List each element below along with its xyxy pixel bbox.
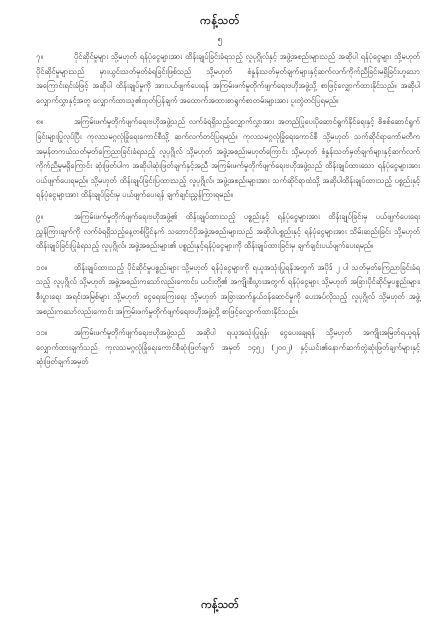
page-number: ၅ <box>217 35 223 45</box>
paragraph-7 <box>36 50 420 108</box>
paragraph-10 <box>36 261 420 319</box>
paragraph-number: ၇။ <box>36 52 43 61</box>
paragraph-text: ထိန်းချုပ်ထားသည့် ပိုင်ဆိုင်မှုပစ္စည်းများ သို့မဟုတ် ရန်ပုံငွေများကို ရယူအသုံးပြုရန်အတွက် အပိုဒ် ၂ ပါ သတ်မှတ်ကြေညာခြင်းခံရသည့် လူပုဂ္ဂိုလ် သို့မဟုတ် အဖွဲ့အစည်းကသော်လည်းကောင်း၊ ယင်းတို့၏ အကျိုးစီးပွားအတွက် ရန်ပုံငွေများ သို့မဟုတ် အခြားပိုင်ဆိုင်မှုပစ္စည်းများ၊ စီးပွားရေး အရင်းအမြစ်များ သို့မဟုတ် ငွေရေးကြေးရေး သို့မဟုတ် အခြားဆက်နွယ်ဝန်ဆောင်မှုကို ပေးအပ်လိုသည့် လူပုဂ္ဂိုလ် သို့မဟုတ် အဖွဲ့အစည်းကသော်လည်းကောင်း အကြမ်းဖက်မှုတိုက်ဖျက်ရေးဗဟိုအဖွဲ့သို့ စာဖြင့်လျှောက်ထားနိုင်သည်။ <box>36 262 420 316</box>
paragraph-number: ၉။ <box>36 211 43 221</box>
classification-header: ကန့်သတ် <box>200 14 240 27</box>
paragraph-number: ၈။ <box>36 117 43 127</box>
paragraph-8 <box>36 115 420 203</box>
paragraph-number: ၁၁။ <box>36 328 48 338</box>
paragraph-text: အကြမ်းဖက်မှုတိုက်ဖျက်ရေးဗဟိုအဖွဲ့သည် အဆိုပါ ရယူအသုံးပြုရန်၊ ငွေပေးချေရန် သို့မဟုတ် အကျိုးအမြတ်ရယူရန် လျှောက်ထားချက်သည် ကုလသမဂ္ဂလုံခြုံရေးကောင်စီဆုံးဖြတ်ချက် အမှတ် ၁၄၅၂ (၂၀၀၂) နှင့်ယင်း၏နောက်ဆက်တွဲဆုံးဖြတ်ချက်များနှင့် ဆုံးဖြတ်ချက်အမှတ် <box>36 328 420 367</box>
paragraph-11 <box>36 326 420 370</box>
paragraph-text: ပိုင်ဆိုင်မှုများ သို့မဟုတ် ရန်ပုံငွေများအား ထိန်းချုပ်ခြင်းခံရသည့် လူပုဂ္ဂိုလ်နှင့် အဖွဲ့အစည်းများသည် အဆိုပါ ရန်ပုံငွေများ သို့မဟုတ် ပိုင်ဆိုင်မှုများသည် မှားယွင်းသတ်မှတ်ခံရခြင်းဖြစ်သည် သို့မဟုတ် စံနှုန်းသတ်မှတ်ချက်များနှင့်ဆက်လက်ကိုက်ညီခြင်းမရှိခြင်းဟူသော အကြောင်းရင်းခံဖြင့် အဆိုပါ ထိန်းချုပ်မှုကို အားပယ်ဖျက်ပေးရန် အကြမ်းဖက်မှုတိုက်ဖျက်ရေးဗဟိုအဖွဲ့သို့ စာဖြင့်လျှောက်ထားနိုင်သည်။ အဆိုပါ လျှောက်လွှာနှင့်အတူ လျှောက်ထားသူ၏ထုတ်ပြန်ချက် အထောက်အထားစာရွက်စာတမ်းများအား ပူးတွဲတင်ပြရမည်။ <box>36 52 420 105</box>
classification-footer: ကန့်သတ် <box>201 598 239 611</box>
paragraph-number: ၁၀။ <box>36 262 48 272</box>
paragraph-9 <box>36 210 420 254</box>
paragraph-text: အကြမ်းဖက်မှုတိုက်ဖျက်ရေးဗဟိုအဖွဲ့သည် လက်ခံရရှိသည့်လျှောက်လွှာအား အတည်ပြုပေးပိုဆောင်ရွက်နိုင်ရေးနှင့် စိစစ်ဆောင်ရွက်ခြင်းများပြုလုပ်ပြီး ကုလသမဂ္ဂလုံခြုံရေးကောင်စီသို့ ဆက်လက်တင်ပြရမည်။ ကုလသမဂ္ဂလုံခြုံရေးကောင်စီ သို့မဟုတ် သက်ဆိုင်ရာကော်မတီက အမှန်တကယ်သတ်မှတ်ကြေညာခြင်းခံရသည့် လူပုဂ္ဂိုလ် သို့မဟုတ် အဖွဲ့အစည်းမဟုတ်ကြောင်း သို့မဟုတ် စံနှုန်းသတ်မှတ်ချက်များနှင့်ဆက်လက်ကိုက်ညီမှုမရှိကြောင်း ဆုံးဖြတ်ပါက အဆိုပါဆုံးဖြတ်ချက်နှင့်အညီ အကြမ်းဖက်မှုတိုက်ဖျက်ရေးဗဟိုအဖွဲ့သည် ထိန်းချုပ်ထားသော ရန်ပုံငွေများအားပယ်ဖျက်ပေးရမည်။ သို့မဟုတ် ထိန်းချုပ်ခြင်းပြထားသည့် လူပုဂ္ဂိုလ်၊ အဖွဲ့အစည်းများအား သက်ဆိုင်ရာထံသို့ အဆိုပါထိန်းချုပ်ထားသည့် ပစ္စည်းနှင့် ရန်ပုံငွေများအား ထိန်းချုပ်ခြင်းမှ ပယ်ဖျက်ပေးရန် ချက်ချင်းညွှန်ကြားရမည်။ <box>36 117 420 200</box>
document-body <box>36 50 420 377</box>
paragraph-text: အကြမ်းဖက်မှုတိုက်ဖျက်ရေးဗဟိုအဖွဲ့၏ ထိန်းချုပ်ထားသည့် ပစ္စည်းနှင့် ရန်ပုံငွေများအား ထိန်းချုပ်ခြင်းမှ ပယ်ဖျက်ပေးရေးညွှန်ကြားချက်ကို လက်ခံရရှိသည့်နေ့တစ်ပြိုင်နက် သဘောင်ပိုအဖွဲ့အစည်းများသည် အဆိုပါပစ္စည်းနှင့် ရန်ပုံငွေများအား သိမ်းဆည်းခြင်း သို့မဟုတ် ထိန်းချုပ်ခြင်းပြုခံရသည့် လူပုဂ္ဂိုလ်၊ အဖွဲ့အစည်းများ၏ ပစ္စည်းနှင့်ရန်ပုံငွေများကို ထိန်းချုပ်ထားခြင်းမှ ချက်ချင်းပယ်ဖျက်ပေးရမည်။ <box>36 211 420 251</box>
